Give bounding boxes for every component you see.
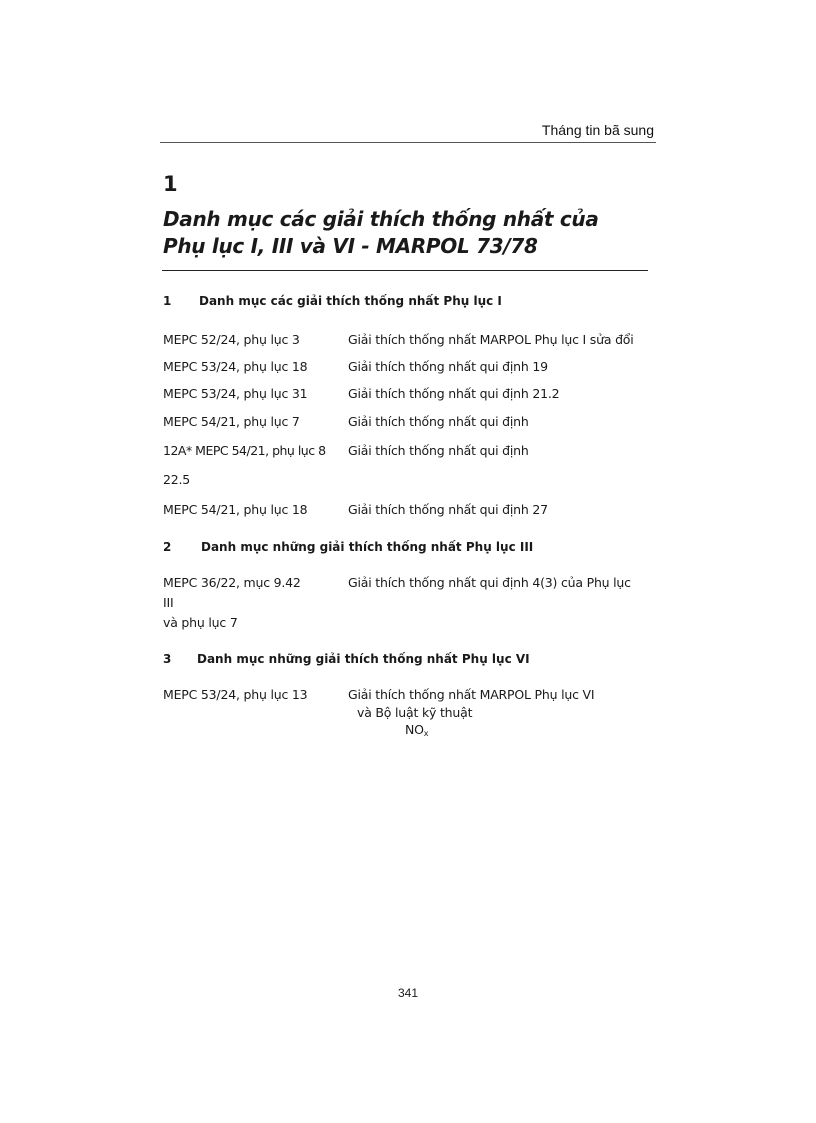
page-number: 341 bbox=[398, 986, 419, 1000]
entry-ref: MEPC 54/21, phụ lục 18 bbox=[163, 502, 308, 517]
entry-desc: Giải thích thống nhất MARPOL Phụ lục VI bbox=[348, 687, 595, 702]
entry-desc: Giải thích thống nhất MARPOL Phụ lục I sửa đổi bbox=[348, 332, 634, 347]
entry-ref: MEPC 52/24, phụ lục 3 bbox=[163, 332, 300, 347]
header-divider bbox=[160, 142, 656, 143]
entry-ref: 12A* MEPC 54/21, phụ lục 8 bbox=[163, 443, 326, 458]
entry-ref: MEPC 53/24, phụ lục 31 bbox=[163, 386, 308, 401]
section-1-number: 1 bbox=[163, 294, 172, 308]
running-header: Tháng tin bã sung bbox=[541, 122, 654, 138]
entry-ref: MEPC 54/21, phụ lục 7 bbox=[163, 414, 300, 429]
entry-ref: 22.5 bbox=[163, 472, 191, 487]
entry-desc: và Bộ luật kỹ thuật bbox=[357, 705, 473, 720]
entry-desc: Giải thích thống nhất qui định bbox=[348, 443, 529, 458]
section-1-title: Danh mục các giải thích thống nhất Phụ lục I bbox=[199, 294, 502, 308]
entry-desc: Giải thích thống nhất qui định 4(3) của Phụ lục bbox=[348, 575, 631, 590]
chapter-title-line-1: Danh mục các giải thích thống nhất của bbox=[163, 207, 599, 231]
entry-desc: Giải thích thống nhất qui định 19 bbox=[348, 359, 548, 374]
formula-text: NO bbox=[405, 722, 424, 737]
entry-ref: MEPC 36/22, mục 9.42 bbox=[163, 575, 301, 590]
chapter-title-line-2: Phụ lục I, III và VI - MARPOL 73/78 bbox=[163, 234, 538, 258]
entry-desc bbox=[405, 722, 428, 738]
section-2-number: 2 bbox=[163, 540, 172, 554]
section-3-number: 3 bbox=[163, 652, 172, 666]
section-2-title: Danh mục những giải thích thống nhất Phụ lục III bbox=[201, 540, 534, 554]
section-3-title: Danh mục những giải thích thống nhất Phụ lục VI bbox=[197, 652, 530, 666]
entry-ref: MEPC 53/24, phụ lục 18 bbox=[163, 359, 308, 374]
title-divider bbox=[162, 270, 648, 271]
entry-desc: Giải thích thống nhất qui định bbox=[348, 414, 529, 429]
entry-ref: MEPC 53/24, phụ lục 13 bbox=[163, 687, 308, 702]
formula-subscript: x bbox=[423, 729, 429, 738]
entry-desc: Giải thích thống nhất qui định 21.2 bbox=[348, 386, 560, 401]
entry-desc: Giải thích thống nhất qui định 27 bbox=[348, 502, 548, 517]
chapter-number: 1 bbox=[163, 172, 178, 196]
entry-ref: và phụ lục 7 bbox=[163, 615, 238, 630]
entry-ref: III bbox=[163, 595, 174, 610]
